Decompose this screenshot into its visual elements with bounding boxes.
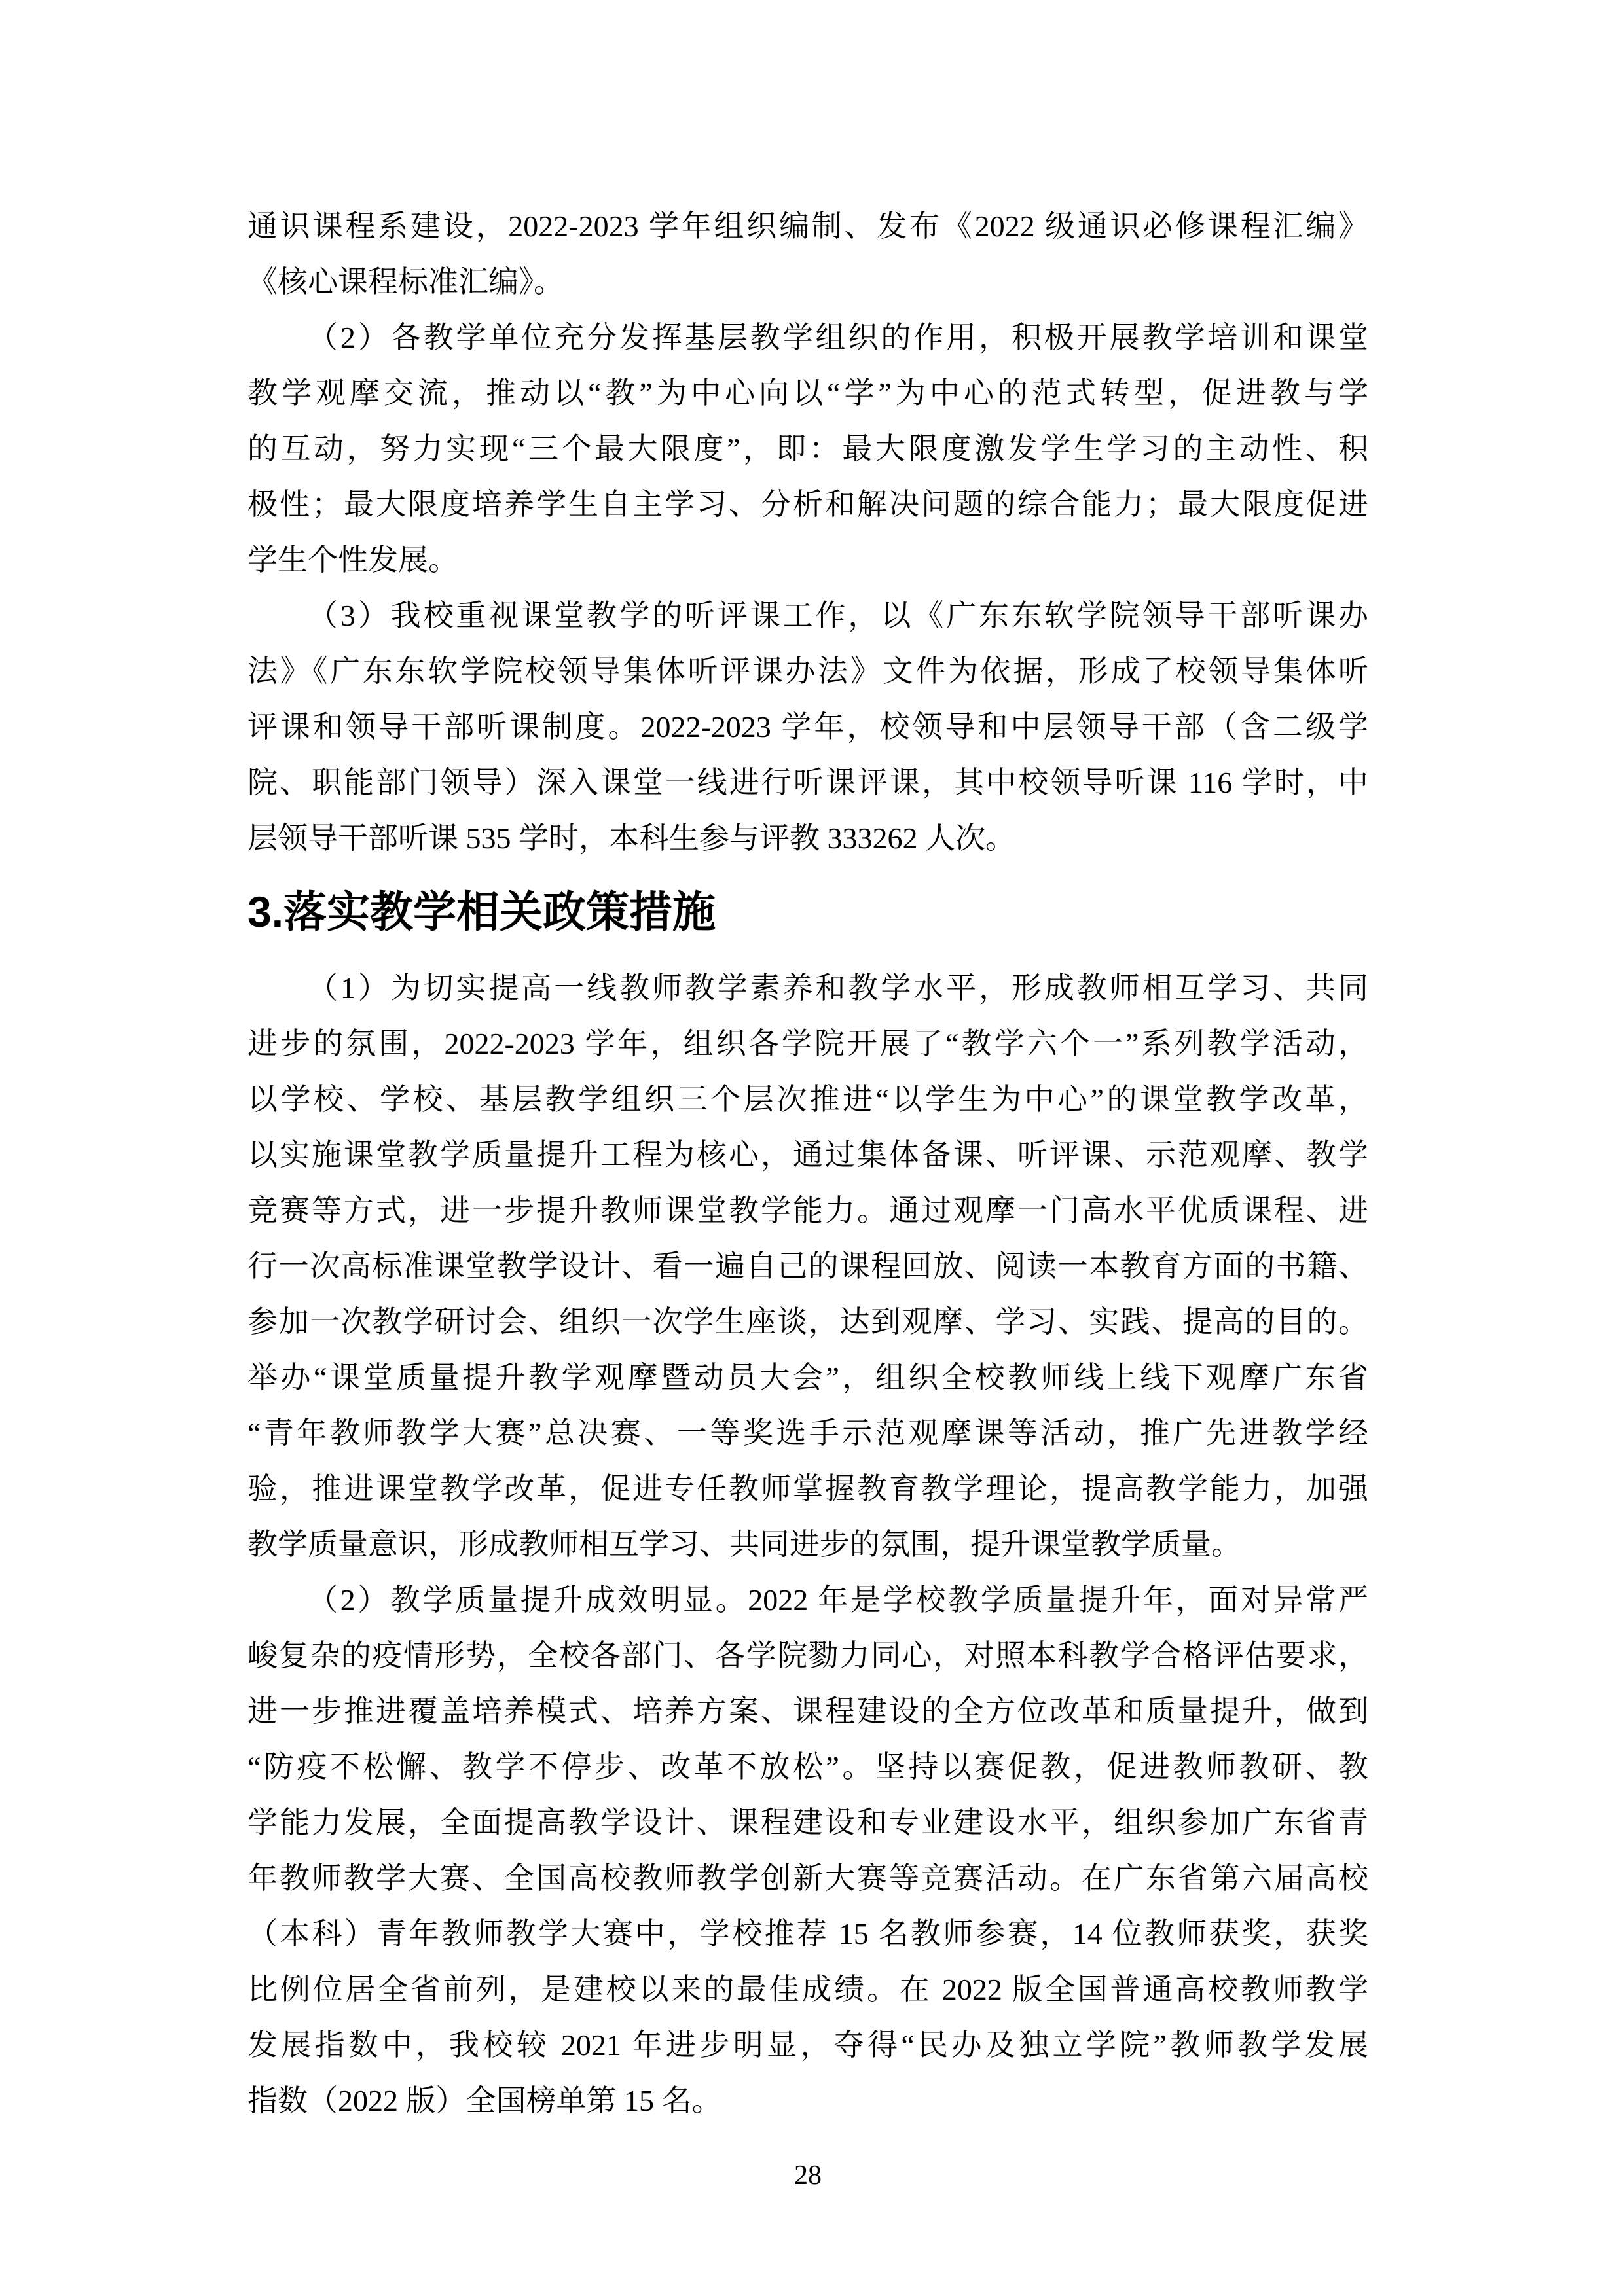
- body-line: 评课和领导干部听课制度。2022-2023 学年，校领导和中层领导干部（含二级学: [247, 710, 1368, 744]
- body-line: 院、职能部门领导）深入课堂一线进行听课评课，其中校领导听课 116 学时，中: [247, 766, 1368, 799]
- paragraph: [247, 310, 1368, 588]
- paragraph: [247, 588, 1368, 866]
- section-heading: 3.落实教学相关政策措施: [247, 888, 716, 936]
- body-line: 进步的氛围，2022-2023 学年，组织各学院开展了“教学六个一”系列教学活动，: [247, 1027, 1368, 1060]
- body-line: 进一步推进覆盖培养模式、培养方案、课程建设的全方位改革和质量提升，做到: [247, 1695, 1368, 1728]
- body-line: 的互动，努力实现“三个最大限度”，即：最大限度激发学生学习的主动性、积: [247, 432, 1368, 465]
- body-line: 通识课程系建设，2022-2023 学年组织编制、发布《2022 级通识必修课程汇编》: [247, 209, 1368, 243]
- body-line: 参加一次教学研讨会、组织一次学生座谈，达到观摩、学习、实践、提高的目的。: [247, 1305, 1368, 1338]
- body-line: 法》《广东东软学院校领导集体听评课办法》文件为依据，形成了校领导集体听: [247, 655, 1368, 688]
- body-line: （3）我校重视课堂教学的听评课工作，以《广东东软学院领导干部听课办: [308, 599, 1368, 632]
- body-line: （2）教学质量提升成效明显。2022 年是学校教学质量提升年，面对异常严: [308, 1583, 1368, 1617]
- paragraph: [247, 1572, 1368, 2128]
- body-line: 指数（2022 版）全国榜单第 15 名。: [247, 2084, 722, 2117]
- body-line: 《核心课程标准汇编》。: [247, 265, 564, 298]
- body-line: 峻复杂的疫情形势，全校各部门、各学院勠力同心，对照本科教学合格评估要求，: [247, 1639, 1368, 1672]
- body-line: 竞赛等方式，进一步提升教师课堂教学能力。通过观摩一门高水平优质课程、进: [247, 1194, 1368, 1227]
- body-line: 教学质量意识，形成教师相互学习、共同进步的氛围，提升课堂教学质量。: [247, 1528, 1241, 1561]
- body-line: （2）各教学单位充分发挥基层教学组织的作用，积极开展教学培训和课堂: [308, 321, 1368, 354]
- body-line: 层领导干部听课 535 学时，本科生参与评教 333262 人次。: [247, 821, 1015, 855]
- body-line: 以实施课堂教学质量提升工程为核心，通过集体备课、听评课、示范观摩、教学: [247, 1138, 1368, 1172]
- document-body: [247, 198, 1368, 2128]
- body-line: （本科）青年教师教学大赛中，学校推荐 15 名教师参赛，14 位教师获奖，获奖: [247, 1917, 1369, 1950]
- body-line: 学能力发展，全面提高教学设计、课程建设和专业建设水平，组织参加广东省青: [247, 1806, 1368, 1839]
- body-line: 行一次高标准课堂教学设计、看一遍自己的课程回放、阅读一本教育方面的书籍、: [247, 1249, 1368, 1283]
- body-line: “防疫不松懈、教学不停步、改革不放松”。坚持以赛促教，促进教师教研、教: [247, 1750, 1368, 1784]
- paragraph: [247, 960, 1368, 1572]
- body-line: （1）为切实提高一线教师教学素养和教学水平，形成教师相互学习、共同: [308, 971, 1368, 1005]
- body-line: 以学校、学校、基层教学组织三个层次推进“以学生为中心”的课堂教学改革，: [247, 1083, 1368, 1116]
- body-line: 极性；最大限度培养学生自主学习、分析和解决问题的综合能力；最大限度促进: [247, 488, 1368, 521]
- body-line: 举办“课堂质量提升教学观摩暨动员大会”，组织全校教师线上线下观摩广东省: [247, 1361, 1368, 1394]
- body-line: 教学观摩交流，推动以“教”为中心向以“学”为中心的范式转型，促进教与学: [247, 376, 1368, 410]
- paragraph: [247, 198, 1368, 310]
- body-line: 学生个性发展。: [247, 543, 458, 577]
- body-line: 年教师教学大赛、全国高校教师教学创新大赛等竞赛活动。在广东省第六届高校: [247, 1861, 1368, 1895]
- body-line: “青年教师教学大赛”总决赛、一等奖选手示范观摩课等活动，推广先进教学经: [247, 1416, 1368, 1450]
- body-line: 验，推进课堂教学改革，促进专任教师掌握教育教学理论，提高教学能力，加强: [247, 1472, 1368, 1505]
- body-line: 发展指数中，我校较 2021 年进步明显，夺得“民办及独立学院”教师教学发展: [247, 2028, 1368, 2062]
- body-line: 比例位居全省前列，是建校以来的最佳成绩。在 2022 版全国普通高校教师教学: [247, 1973, 1368, 2006]
- page-number: 28: [794, 2161, 822, 2191]
